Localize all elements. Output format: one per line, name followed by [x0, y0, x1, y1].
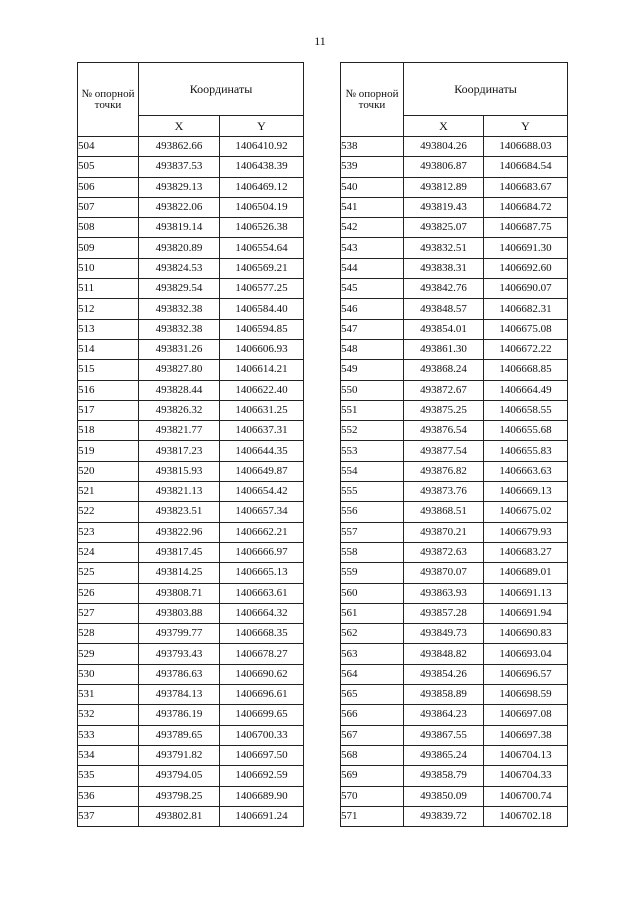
x-coordinate-cell: 493812.89 — [404, 177, 484, 197]
y-coordinate-cell: 1406622.40 — [220, 380, 304, 400]
x-coordinate-cell: 493799.77 — [139, 624, 220, 644]
table-row — [78, 421, 304, 441]
x-coordinate-cell: 493819.43 — [404, 197, 484, 217]
y-coordinate-cell: 1406669.13 — [484, 482, 568, 502]
x-coordinate-cell: 493870.21 — [404, 522, 484, 542]
y-coordinate-cell: 1406664.32 — [220, 603, 304, 623]
x-coordinate-cell: 493876.82 — [404, 461, 484, 481]
table-row — [341, 806, 568, 826]
table-row — [78, 380, 304, 400]
y-coordinate-cell: 1406668.85 — [484, 360, 568, 380]
table-row — [341, 542, 568, 562]
table-row — [78, 502, 304, 522]
y-coordinate-cell: 1406675.08 — [484, 319, 568, 339]
table-row — [78, 522, 304, 542]
point-number-cell: 568 — [341, 745, 404, 765]
y-coordinate-cell: 1406664.49 — [484, 380, 568, 400]
y-coordinate-cell: 1406699.65 — [220, 705, 304, 725]
point-number-cell: 552 — [341, 421, 404, 441]
table-row — [78, 461, 304, 481]
table-row — [78, 542, 304, 562]
table-row — [341, 299, 568, 319]
y-coordinate-cell: 1406504.19 — [220, 197, 304, 217]
point-number-cell: 564 — [341, 664, 404, 684]
point-number-cell: 536 — [78, 786, 139, 806]
point-number-cell: 528 — [78, 624, 139, 644]
x-coordinate-cell: 493814.25 — [139, 563, 220, 583]
point-number-cell: 505 — [78, 157, 139, 177]
point-number-cell: 508 — [78, 218, 139, 238]
point-number-cell: 510 — [78, 258, 139, 278]
table-row — [78, 441, 304, 461]
table-row — [341, 583, 568, 603]
point-number-cell: 525 — [78, 563, 139, 583]
point-number-cell: 538 — [341, 137, 404, 157]
y-coordinate-cell: 1406631.25 — [220, 400, 304, 420]
y-coordinate-cell: 1406690.07 — [484, 279, 568, 299]
point-number-cell: 549 — [341, 360, 404, 380]
y-coordinate-cell: 1406700.33 — [220, 725, 304, 745]
y-coordinate-cell: 1406657.34 — [220, 502, 304, 522]
y-coordinate-cell: 1406679.93 — [484, 522, 568, 542]
y-coordinate-cell: 1406697.08 — [484, 705, 568, 725]
x-coordinate-cell: 493829.54 — [139, 279, 220, 299]
point-number-cell: 533 — [78, 725, 139, 745]
y-coordinate-cell: 1406668.35 — [220, 624, 304, 644]
y-coordinate-cell: 1406469.12 — [220, 177, 304, 197]
table-row — [341, 502, 568, 522]
point-number-cell: 565 — [341, 685, 404, 705]
x-coordinate-cell: 493802.81 — [139, 806, 220, 826]
point-number-cell: 537 — [78, 806, 139, 826]
table-row — [78, 360, 304, 380]
table-row — [78, 563, 304, 583]
table-row — [341, 319, 568, 339]
x-coordinate-cell: 493839.72 — [404, 806, 484, 826]
y-coordinate-cell: 1406655.83 — [484, 441, 568, 461]
point-number-cell: 516 — [78, 380, 139, 400]
point-number-cell: 542 — [341, 218, 404, 238]
x-coordinate-cell: 493815.93 — [139, 461, 220, 481]
table-row — [78, 137, 304, 157]
y-coordinate-cell: 1406594.85 — [220, 319, 304, 339]
y-coordinate-cell: 1406704.13 — [484, 745, 568, 765]
x-coordinate-cell: 493832.38 — [139, 299, 220, 319]
x-coordinate-cell: 493862.66 — [139, 137, 220, 157]
x-coordinate-cell: 493842.76 — [404, 279, 484, 299]
point-number-cell: 553 — [341, 441, 404, 461]
x-coordinate-cell: 493876.54 — [404, 421, 484, 441]
point-number-cell: 517 — [78, 400, 139, 420]
table-row — [341, 441, 568, 461]
table-row — [78, 745, 304, 765]
point-number-cell: 504 — [78, 137, 139, 157]
x-coordinate-cell: 493827.80 — [139, 360, 220, 380]
x-coordinate-cell: 493864.23 — [404, 705, 484, 725]
x-coordinate-cell: 493829.13 — [139, 177, 220, 197]
x-coordinate-cell: 493848.57 — [404, 299, 484, 319]
y-coordinate-cell: 1406663.61 — [220, 583, 304, 603]
y-coordinate-cell: 1406702.18 — [484, 806, 568, 826]
point-number-cell: 556 — [341, 502, 404, 522]
x-coordinate-cell: 493828.44 — [139, 380, 220, 400]
point-number-cell: 511 — [78, 279, 139, 299]
x-coordinate-cell: 493803.88 — [139, 603, 220, 623]
x-coordinate-cell: 493837.53 — [139, 157, 220, 177]
table-row — [341, 725, 568, 745]
point-number-cell: 559 — [341, 563, 404, 583]
y-coordinate-cell: 1406684.54 — [484, 157, 568, 177]
point-number-cell: 512 — [78, 299, 139, 319]
x-coordinate-cell: 493868.51 — [404, 502, 484, 522]
point-number-cell: 555 — [341, 482, 404, 502]
point-number-cell: 547 — [341, 319, 404, 339]
table-row — [341, 421, 568, 441]
point-number-cell: 519 — [78, 441, 139, 461]
table-row — [341, 522, 568, 542]
table-row — [78, 157, 304, 177]
header-point-number: № опорной точки — [78, 63, 139, 137]
point-number-cell: 514 — [78, 339, 139, 359]
y-coordinate-cell: 1406665.13 — [220, 563, 304, 583]
table-row — [341, 685, 568, 705]
y-coordinate-cell: 1406683.67 — [484, 177, 568, 197]
table-row — [341, 279, 568, 299]
x-coordinate-cell: 493867.55 — [404, 725, 484, 745]
y-coordinate-cell: 1406658.55 — [484, 400, 568, 420]
table-row — [78, 258, 304, 278]
point-number-cell: 515 — [78, 360, 139, 380]
table-row — [341, 461, 568, 481]
x-coordinate-cell: 493820.89 — [139, 238, 220, 258]
table-row — [341, 745, 568, 765]
x-coordinate-cell: 493808.71 — [139, 583, 220, 603]
header-point-number: № опорной точки — [341, 63, 404, 137]
header-coordinates: Координаты — [139, 63, 304, 116]
point-number-cell: 550 — [341, 380, 404, 400]
table-row — [341, 218, 568, 238]
table-row — [341, 563, 568, 583]
y-coordinate-cell: 1406698.59 — [484, 685, 568, 705]
point-number-cell: 548 — [341, 339, 404, 359]
y-coordinate-cell: 1406689.90 — [220, 786, 304, 806]
point-number-cell: 540 — [341, 177, 404, 197]
x-coordinate-cell: 493861.30 — [404, 339, 484, 359]
table-row — [78, 664, 304, 684]
y-coordinate-cell: 1406655.68 — [484, 421, 568, 441]
table-row — [341, 482, 568, 502]
x-coordinate-cell: 493858.79 — [404, 766, 484, 786]
table-row — [78, 644, 304, 664]
table-row — [341, 766, 568, 786]
x-coordinate-cell: 493786.63 — [139, 664, 220, 684]
x-coordinate-cell: 493858.89 — [404, 685, 484, 705]
x-coordinate-cell: 493854.26 — [404, 664, 484, 684]
table-row — [78, 603, 304, 623]
x-coordinate-cell: 493872.67 — [404, 380, 484, 400]
point-number-cell: 546 — [341, 299, 404, 319]
table-row — [78, 279, 304, 299]
y-coordinate-cell: 1406662.21 — [220, 522, 304, 542]
table-row — [341, 664, 568, 684]
point-number-cell: 569 — [341, 766, 404, 786]
point-number-cell: 557 — [341, 522, 404, 542]
point-number-cell: 567 — [341, 725, 404, 745]
y-coordinate-cell: 1406654.42 — [220, 482, 304, 502]
x-coordinate-cell: 493848.82 — [404, 644, 484, 664]
x-coordinate-cell: 493823.51 — [139, 502, 220, 522]
y-coordinate-cell: 1406584.40 — [220, 299, 304, 319]
point-number-cell: 570 — [341, 786, 404, 806]
y-coordinate-cell: 1406683.27 — [484, 542, 568, 562]
x-coordinate-cell: 493784.13 — [139, 685, 220, 705]
x-coordinate-cell: 493850.09 — [404, 786, 484, 806]
y-coordinate-cell: 1406649.87 — [220, 461, 304, 481]
point-number-cell: 539 — [341, 157, 404, 177]
table-row — [341, 339, 568, 359]
header-y: Y — [220, 116, 304, 137]
table-row — [341, 624, 568, 644]
y-coordinate-cell: 1406577.25 — [220, 279, 304, 299]
y-coordinate-cell: 1406684.72 — [484, 197, 568, 217]
y-coordinate-cell: 1406692.59 — [220, 766, 304, 786]
point-number-cell: 522 — [78, 502, 139, 522]
point-number-cell: 520 — [78, 461, 139, 481]
table-row — [78, 685, 304, 705]
x-coordinate-cell: 493793.43 — [139, 644, 220, 664]
table-row — [78, 197, 304, 217]
y-coordinate-cell: 1406689.01 — [484, 563, 568, 583]
header-coordinates: Координаты — [404, 63, 568, 116]
x-coordinate-cell: 493791.82 — [139, 745, 220, 765]
x-coordinate-cell: 493804.26 — [404, 137, 484, 157]
x-coordinate-cell: 493875.25 — [404, 400, 484, 420]
point-number-cell: 506 — [78, 177, 139, 197]
point-number-cell: 527 — [78, 603, 139, 623]
table-row — [78, 299, 304, 319]
y-coordinate-cell: 1406692.60 — [484, 258, 568, 278]
point-number-cell: 507 — [78, 197, 139, 217]
y-coordinate-cell: 1406569.21 — [220, 258, 304, 278]
table-row — [341, 644, 568, 664]
table-row — [78, 624, 304, 644]
point-number-cell: 566 — [341, 705, 404, 725]
point-number-cell: 530 — [78, 664, 139, 684]
x-coordinate-cell: 493821.13 — [139, 482, 220, 502]
x-coordinate-cell: 493863.93 — [404, 583, 484, 603]
y-coordinate-cell: 1406696.57 — [484, 664, 568, 684]
y-coordinate-cell: 1406672.22 — [484, 339, 568, 359]
point-number-cell: 535 — [78, 766, 139, 786]
point-number-cell: 524 — [78, 542, 139, 562]
point-number-cell: 543 — [341, 238, 404, 258]
header-y: Y — [484, 116, 568, 137]
x-coordinate-cell: 493831.26 — [139, 339, 220, 359]
y-coordinate-cell: 1406438.39 — [220, 157, 304, 177]
y-coordinate-cell: 1406410.92 — [220, 137, 304, 157]
x-coordinate-cell: 493838.31 — [404, 258, 484, 278]
table-row — [78, 786, 304, 806]
point-number-cell: 571 — [341, 806, 404, 826]
x-coordinate-cell: 493870.07 — [404, 563, 484, 583]
table-row — [341, 400, 568, 420]
y-coordinate-cell: 1406691.94 — [484, 603, 568, 623]
y-coordinate-cell: 1406663.63 — [484, 461, 568, 481]
table-row — [78, 400, 304, 420]
header-x: X — [404, 116, 484, 137]
point-number-cell: 560 — [341, 583, 404, 603]
table-row — [341, 197, 568, 217]
table-row — [341, 603, 568, 623]
y-coordinate-cell: 1406697.38 — [484, 725, 568, 745]
point-number-cell: 518 — [78, 421, 139, 441]
y-coordinate-cell: 1406691.13 — [484, 583, 568, 603]
x-coordinate-cell: 493789.65 — [139, 725, 220, 745]
x-coordinate-cell: 493832.51 — [404, 238, 484, 258]
x-coordinate-cell: 493794.05 — [139, 766, 220, 786]
x-coordinate-cell: 493826.32 — [139, 400, 220, 420]
point-number-cell: 554 — [341, 461, 404, 481]
x-coordinate-cell: 493868.24 — [404, 360, 484, 380]
table-row — [78, 806, 304, 826]
x-coordinate-cell: 493865.24 — [404, 745, 484, 765]
x-coordinate-cell: 493873.76 — [404, 482, 484, 502]
table-row — [78, 766, 304, 786]
page-number: 11 — [314, 34, 326, 48]
point-number-cell: 521 — [78, 482, 139, 502]
y-coordinate-cell: 1406691.30 — [484, 238, 568, 258]
y-coordinate-cell: 1406687.75 — [484, 218, 568, 238]
header-x: X — [139, 116, 220, 137]
x-coordinate-cell: 493806.87 — [404, 157, 484, 177]
x-coordinate-cell: 493872.63 — [404, 542, 484, 562]
point-number-cell: 551 — [341, 400, 404, 420]
table-row — [341, 137, 568, 157]
point-number-cell: 534 — [78, 745, 139, 765]
table-row — [341, 786, 568, 806]
table-row — [78, 705, 304, 725]
table-row — [341, 705, 568, 725]
table-row — [78, 339, 304, 359]
y-coordinate-cell: 1406704.33 — [484, 766, 568, 786]
point-number-cell: 509 — [78, 238, 139, 258]
y-coordinate-cell: 1406697.50 — [220, 745, 304, 765]
x-coordinate-cell: 493877.54 — [404, 441, 484, 461]
y-coordinate-cell: 1406682.31 — [484, 299, 568, 319]
y-coordinate-cell: 1406554.64 — [220, 238, 304, 258]
coordinates-table-left — [77, 62, 304, 827]
table-row — [78, 218, 304, 238]
x-coordinate-cell: 493824.53 — [139, 258, 220, 278]
y-coordinate-cell: 1406526.38 — [220, 218, 304, 238]
x-coordinate-cell: 493817.45 — [139, 542, 220, 562]
table-row — [78, 238, 304, 258]
table-row — [78, 725, 304, 745]
point-number-cell: 541 — [341, 197, 404, 217]
y-coordinate-cell: 1406666.97 — [220, 542, 304, 562]
point-number-cell: 558 — [341, 542, 404, 562]
y-coordinate-cell: 1406675.02 — [484, 502, 568, 522]
table-row — [78, 482, 304, 502]
x-coordinate-cell: 493822.96 — [139, 522, 220, 542]
x-coordinate-cell: 493817.23 — [139, 441, 220, 461]
y-coordinate-cell: 1406688.03 — [484, 137, 568, 157]
x-coordinate-cell: 493832.38 — [139, 319, 220, 339]
x-coordinate-cell: 493786.19 — [139, 705, 220, 725]
y-coordinate-cell: 1406700.74 — [484, 786, 568, 806]
point-number-cell: 531 — [78, 685, 139, 705]
table-row — [341, 380, 568, 400]
point-number-cell: 523 — [78, 522, 139, 542]
table-row — [341, 238, 568, 258]
x-coordinate-cell: 493822.06 — [139, 197, 220, 217]
y-coordinate-cell: 1406606.93 — [220, 339, 304, 359]
y-coordinate-cell: 1406644.35 — [220, 441, 304, 461]
point-number-cell: 563 — [341, 644, 404, 664]
table-row — [341, 177, 568, 197]
table-row — [341, 360, 568, 380]
table-row — [341, 157, 568, 177]
point-number-cell: 513 — [78, 319, 139, 339]
table-row — [78, 177, 304, 197]
point-number-cell: 529 — [78, 644, 139, 664]
y-coordinate-cell: 1406691.24 — [220, 806, 304, 826]
point-number-cell: 526 — [78, 583, 139, 603]
point-number-cell: 532 — [78, 705, 139, 725]
point-number-cell: 544 — [341, 258, 404, 278]
x-coordinate-cell: 493798.25 — [139, 786, 220, 806]
y-coordinate-cell: 1406690.62 — [220, 664, 304, 684]
point-number-cell: 545 — [341, 279, 404, 299]
x-coordinate-cell: 493854.01 — [404, 319, 484, 339]
y-coordinate-cell: 1406693.04 — [484, 644, 568, 664]
x-coordinate-cell: 493857.28 — [404, 603, 484, 623]
y-coordinate-cell: 1406696.61 — [220, 685, 304, 705]
x-coordinate-cell: 493825.07 — [404, 218, 484, 238]
y-coordinate-cell: 1406678.27 — [220, 644, 304, 664]
table-row — [78, 583, 304, 603]
y-coordinate-cell: 1406614.21 — [220, 360, 304, 380]
coordinates-table-right — [340, 62, 568, 827]
table-row — [78, 319, 304, 339]
point-number-cell: 562 — [341, 624, 404, 644]
x-coordinate-cell: 493821.77 — [139, 421, 220, 441]
x-coordinate-cell: 493819.14 — [139, 218, 220, 238]
point-number-cell: 561 — [341, 603, 404, 623]
table-row — [341, 258, 568, 278]
x-coordinate-cell: 493849.73 — [404, 624, 484, 644]
y-coordinate-cell: 1406690.83 — [484, 624, 568, 644]
y-coordinate-cell: 1406637.31 — [220, 421, 304, 441]
